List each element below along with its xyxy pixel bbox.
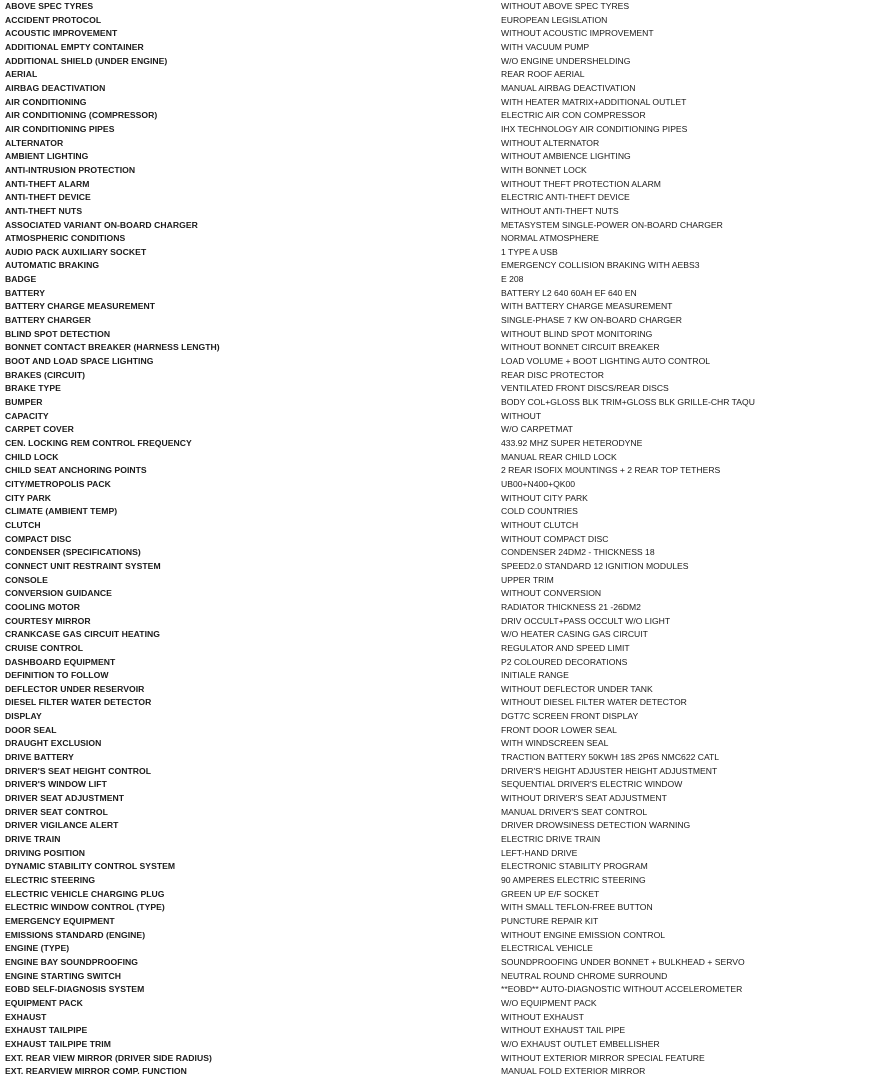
spec-label: BONNET CONTACT BREAKER (HARNESS LENGTH) [5,342,220,353]
spec-value: MANUAL FOLD EXTERIOR MIRROR [501,1066,646,1077]
spec-label: DRIVER SEAT CONTROL [5,806,108,817]
spec-label: ACOUSTIC IMPROVEMENT [5,28,118,39]
spec-value: INITIALE RANGE [501,670,569,681]
spec-label: AIR CONDITIONING (COMPRESSOR) [5,110,158,121]
spec-value: COLD COUNTRIES [501,506,578,517]
spec-label: DYNAMIC STABILITY CONTROL SYSTEM [5,861,176,872]
spec-value: WITHOUT THEFT PROTECTION ALARM [501,178,661,189]
spec-label: BATTERY CHARGE MEASUREMENT [5,301,156,312]
spec-label: EXT. REARVIEW MIRROR COMP. FUNCTION [5,1066,187,1077]
spec-row [0,560,869,574]
spec-value: METASYSTEM SINGLE-POWER ON-BOARD CHARGER [501,219,723,230]
spec-label: EXT. REAR VIEW MIRROR (DRIVER SIDE RADIUS) [5,1052,212,1063]
spec-value: WITHOUT ANTI-THEFT NUTS [501,205,619,216]
spec-value: P2 COLOURED DECORATIONS [501,656,628,667]
spec-label: BRAKES (CIRCUIT) [5,369,86,380]
spec-label: COMPACT DISC [5,533,72,544]
spec-value: WITHOUT DEFLECTOR UNDER TANK [501,683,653,694]
spec-row [0,341,869,355]
spec-label: AIR CONDITIONING PIPES [5,123,115,134]
spec-row [0,451,869,465]
spec-row [0,150,869,164]
spec-row [0,478,869,492]
spec-row [0,423,869,437]
spec-row [0,519,869,533]
spec-value: WITHOUT CITY PARK [501,492,588,503]
spec-label: BUMPER [5,397,43,408]
spec-row [0,410,869,424]
spec-value: 1 TYPE A USB [501,246,558,257]
spec-label: EXHAUST [5,1011,47,1022]
spec-row [0,683,869,697]
spec-value: SEQUENTIAL DRIVER'S ELECTRIC WINDOW [501,779,683,790]
spec-row [0,847,869,861]
spec-value: WITHOUT AMBIENCE LIGHTING [501,151,631,162]
spec-value: WITHOUT [501,410,542,421]
spec-row [0,96,869,110]
spec-value: WITHOUT CONVERSION [501,588,602,599]
spec-value: SOUNDPROOFING UNDER BONNET + BULKHEAD + SERVO [501,956,745,967]
spec-row [0,860,869,874]
spec-value: REAR DISC PROTECTOR [501,369,604,380]
spec-row [0,68,869,82]
spec-row [0,0,869,14]
spec-value: REGULATOR AND SPEED LIMIT [501,642,630,653]
spec-label: EXHAUST TAILPIPE TRIM [5,1038,111,1049]
spec-row [0,929,869,943]
spec-row [0,1038,869,1052]
spec-value: W/O EQUIPMENT PACK [501,997,597,1008]
spec-row [0,970,869,984]
spec-label: COURTESY MIRROR [5,615,91,626]
spec-label: DRIVER'S SEAT HEIGHT CONTROL [5,765,152,776]
spec-row [0,27,869,41]
spec-row [0,328,869,342]
spec-value: ELECTRONIC STABILITY PROGRAM [501,861,648,872]
spec-value: VENTILATED FRONT DISCS/REAR DISCS [501,383,669,394]
spec-value: WITHOUT ALTERNATOR [501,137,600,148]
spec-value: MANUAL AIRBAG DEACTIVATION [501,82,636,93]
spec-row [0,956,869,970]
spec-row [0,901,869,915]
spec-value: DGT7C SCREEN FRONT DISPLAY [501,711,639,722]
spec-value: LEFT-HAND DRIVE [501,847,578,858]
spec-row [0,246,869,260]
spec-row [0,287,869,301]
spec-label: DEFINITION TO FOLLOW [5,670,109,681]
spec-label: ANTI-THEFT DEVICE [5,192,91,203]
spec-label: AUTOMATIC BRAKING [5,260,100,271]
spec-value: 90 AMPERES ELECTRIC STEERING [501,875,646,885]
spec-row [0,615,869,629]
spec-label: ELECTRIC VEHICLE CHARGING PLUG [5,888,165,899]
spec-value: WITH SMALL TEFLON-FREE BUTTON [501,902,653,913]
spec-row [0,833,869,847]
spec-row [0,109,869,123]
spec-row [0,737,869,751]
spec-label: AIR CONDITIONING [5,96,87,107]
spec-row [0,232,869,246]
spec-label: CONSOLE [5,574,48,585]
spec-label: BLIND SPOT DETECTION [5,328,111,339]
spec-label: BATTERY [5,287,45,298]
spec-label: DRIVE TRAIN [5,834,61,845]
spec-row [0,259,869,273]
spec-label: ENGINE (TYPE) [5,943,70,954]
spec-value: PUNCTURE REPAIR KIT [501,915,599,926]
spec-row [0,765,869,779]
spec-label: ABOVE SPEC TYRES [5,1,94,11]
spec-label: AERIAL [5,69,38,80]
spec-label: CRANKCASE GAS CIRCUIT HEATING [5,629,161,640]
spec-row [0,533,869,547]
spec-row [0,82,869,96]
spec-label: COOLING MOTOR [5,601,80,612]
spec-row [0,382,869,396]
spec-label: CITY/METROPOLIS PACK [5,478,111,489]
spec-row [0,191,869,205]
spec-row [0,123,869,137]
spec-row [0,355,869,369]
spec-value: DRIVER'S HEIGHT ADJUSTER HEIGHT ADJUSTMENT [501,765,718,776]
spec-value: SPEED2.0 STANDARD 12 IGNITION MODULES [501,560,689,571]
spec-label: CITY PARK [5,492,51,503]
spec-label: EOBD SELF-DIAGNOSIS SYSTEM [5,984,145,995]
spec-row [0,792,869,806]
spec-value: WITHOUT DRIVER'S SEAT ADJUSTMENT [501,793,667,804]
spec-label: DASHBOARD EQUIPMENT [5,656,116,667]
spec-value: RADIATOR THICKNESS 21 -26DM2 [501,601,641,612]
spec-label: BOOT AND LOAD SPACE LIGHTING [5,356,154,367]
spec-value: BATTERY L2 640 60AH EF 640 EN [501,287,637,298]
spec-label: DRIVE BATTERY [5,752,74,763]
spec-row [0,942,869,956]
spec-value: WITHOUT BLIND SPOT MONITORING [501,328,653,339]
spec-row [0,437,869,451]
spec-row [0,874,869,888]
spec-value: WITHOUT CLUTCH [501,519,579,530]
spec-label: DIESEL FILTER WATER DETECTOR [5,697,152,708]
spec-label: ELECTRIC STEERING [5,875,96,885]
spec-label: DRIVER SEAT ADJUSTMENT [5,793,125,804]
spec-value: W/O EXHAUST OUTLET EMBELLISHER [501,1038,660,1049]
spec-row [0,205,869,219]
spec-row [0,41,869,55]
spec-row [0,574,869,588]
spec-row [0,888,869,902]
spec-row [0,164,869,178]
spec-row [0,492,869,506]
spec-value: REAR ROOF AERIAL [501,69,585,80]
spec-value: BODY COL+GLOSS BLK TRIM+GLOSS BLK GRILLE-CHR TAQU [501,397,755,408]
spec-row [0,983,869,997]
spec-value: 433.92 MHZ SUPER HETERODYNE [501,438,643,448]
spec-label: AUDIO PACK AUXILIARY SOCKET [5,246,147,257]
spec-value: WITHOUT ABOVE SPEC TYRES [501,1,630,11]
spec-label: ELECTRIC WINDOW CONTROL (TYPE) [5,902,165,913]
spec-value: GREEN UP E/F SOCKET [501,888,600,899]
spec-row [0,819,869,833]
spec-value: DRIV OCCULT+PASS OCCULT W/O LIGHT [501,615,671,626]
spec-label: EMERGENCY EQUIPMENT [5,915,115,926]
spec-label: CARPET COVER [5,424,74,435]
spec-label: ADDITIONAL EMPTY CONTAINER [5,41,144,52]
spec-row [0,137,869,151]
spec-row [0,696,869,710]
spec-label: EXHAUST TAILPIPE [5,1025,88,1036]
spec-value: E 208 [501,274,524,285]
spec-value: WITHOUT EXHAUST TAIL PIPE [501,1025,626,1036]
spec-label: ENGINE BAY SOUNDPROOFING [5,956,138,967]
spec-row [0,219,869,233]
spec-row [0,178,869,192]
spec-label: CHILD SEAT ANCHORING POINTS [5,465,147,476]
spec-value: WITH BONNET LOCK [501,164,587,175]
spec-label: AMBIENT LIGHTING [5,151,89,162]
spec-label: ANTI-THEFT ALARM [5,178,90,189]
spec-value: EMERGENCY COLLISION BRAKING WITH AEBS3 [501,260,700,271]
spec-label: CONDENSER (SPECIFICATIONS) [5,547,141,558]
spec-label: ANTI-INTRUSION PROTECTION [5,164,136,175]
spec-label: ACCIDENT PROTOCOL [5,14,102,25]
spec-label: ATMOSPHERIC CONDITIONS [5,233,126,244]
spec-value: TRACTION BATTERY 50KWH 18S 2P6S NMC622 CATL [501,752,720,763]
spec-value: LOAD VOLUME + BOOT LIGHTING AUTO CONTROL [501,356,711,367]
spec-value: WITHOUT BONNET CIRCUIT BREAKER [501,342,660,353]
spec-row [0,1065,869,1079]
spec-row [0,1011,869,1025]
spec-row [0,300,869,314]
spec-label: BRAKE TYPE [5,383,61,394]
spec-value: WITHOUT COMPACT DISC [501,533,609,544]
spec-value: **EOBD** AUTO-DIAGNOSTIC WITHOUT ACCELEROMETER [501,984,743,995]
spec-value: EUROPEAN LEGISLATION [501,14,608,25]
spec-value: MANUAL DRIVER'S SEAT CONTROL [501,806,648,817]
spec-label: CONNECT UNIT RESTRAINT SYSTEM [5,560,161,571]
spec-row [0,628,869,642]
spec-label: ALTERNATOR [5,137,64,148]
spec-value: W/O HEATER CASING GAS CIRCUIT [501,629,648,640]
spec-label: DRIVING POSITION [5,847,86,858]
spec-value: WITHOUT DIESEL FILTER WATER DETECTOR [501,697,687,708]
spec-row [0,669,869,683]
spec-value: ELECTRIC DRIVE TRAIN [501,834,601,845]
spec-value: WITHOUT ACOUSTIC IMPROVEMENT [501,28,654,39]
spec-row [0,505,869,519]
spec-value: ELECTRIC AIR CON COMPRESSOR [501,110,646,121]
spec-value: WITH WINDSCREEN SEAL [501,738,609,749]
spec-label: CEN. LOCKING REM CONTROL FREQUENCY [5,438,192,448]
spec-label: EQUIPMENT PACK [5,997,83,1008]
spec-label: DISPLAY [5,711,42,722]
spec-row [0,55,869,69]
spec-label: CHILD LOCK [5,451,59,462]
spec-value: NEUTRAL ROUND CHROME SURROUND [501,970,668,981]
spec-value: WITH VACUUM PUMP [501,41,590,52]
spec-row [0,778,869,792]
spec-label: CLUTCH [5,519,41,530]
spec-value: UB00+N400+QK00 [501,478,576,489]
spec-label: DOOR SEAL [5,724,57,735]
spec-value: NORMAL ATMOSPHERE [501,233,599,244]
spec-row [0,751,869,765]
spec-row [0,396,869,410]
spec-value: 2 REAR ISOFIX MOUNTINGS + 2 REAR TOP TETHERS [501,465,721,476]
spec-value: MANUAL REAR CHILD LOCK [501,451,617,462]
spec-row [0,710,869,724]
spec-label: DRIVER VIGILANCE ALERT [5,820,119,831]
spec-row [0,14,869,28]
spec-label: BADGE [5,274,37,285]
spec-row [0,997,869,1011]
spec-value: SINGLE-PHASE 7 KW ON-BOARD CHARGER [501,315,682,326]
spec-value: WITH BATTERY CHARGE MEASUREMENT [501,301,673,312]
spec-row [0,1052,869,1066]
spec-label: CONVERSION GUIDANCE [5,588,112,599]
spec-row [0,1024,869,1038]
spec-label: EMISSIONS STANDARD (ENGINE) [5,929,146,940]
spec-label: ADDITIONAL SHIELD (UNDER ENGINE) [5,55,168,66]
spec-value: ELECTRIC ANTI-THEFT DEVICE [501,192,630,203]
spec-row [0,314,869,328]
spec-label: CLIMATE (AMBIENT TEMP) [5,506,118,517]
spec-value: FRONT DOOR LOWER SEAL [501,724,617,735]
spec-row [0,915,869,929]
spec-value: IHX TECHNOLOGY AIR CONDITIONING PIPES [501,123,688,134]
spec-value: ELECTRICAL VEHICLE [501,943,593,954]
spec-row [0,806,869,820]
spec-row [0,601,869,615]
spec-label: BATTERY CHARGER [5,315,92,326]
spec-value: WITHOUT ENGINE EMISSION CONTROL [501,929,666,940]
spec-label: ANTI-THEFT NUTS [5,205,83,216]
spec-row [0,642,869,656]
spec-label: AIRBAG DEACTIVATION [5,82,106,93]
spec-label: ENGINE STARTING SWITCH [5,970,121,981]
spec-value: W/O ENGINE UNDERSHELDING [501,55,631,66]
spec-label: DRIVER'S WINDOW LIFT [5,779,107,790]
spec-label: CRUISE CONTROL [5,642,84,653]
spec-label: DRAUGHT EXCLUSION [5,738,102,749]
spec-label: CAPACITY [5,410,49,421]
spec-value: WITH HEATER MATRIX+ADDITIONAL OUTLET [501,96,687,107]
spec-row [0,656,869,670]
spec-row [0,273,869,287]
spec-label: DEFLECTOR UNDER RESERVOIR [5,683,145,694]
spec-row [0,724,869,738]
spec-value: WITHOUT EXTERIOR MIRROR SPECIAL FEATURE [501,1052,705,1063]
spec-row [0,546,869,560]
spec-row [0,587,869,601]
spec-row [0,369,869,383]
spec-value: W/O CARPETMAT [501,424,573,435]
spec-value: WITHOUT EXHAUST [501,1011,584,1022]
spec-value: DRIVER DROWSINESS DETECTION WARNING [501,820,691,831]
spec-label: ASSOCIATED VARIANT ON-BOARD CHARGER [5,219,198,230]
spec-row [0,464,869,478]
spec-value: CONDENSER 24DM2 - THICKNESS 18 [501,547,655,558]
spec-value: UPPER TRIM [501,574,554,585]
